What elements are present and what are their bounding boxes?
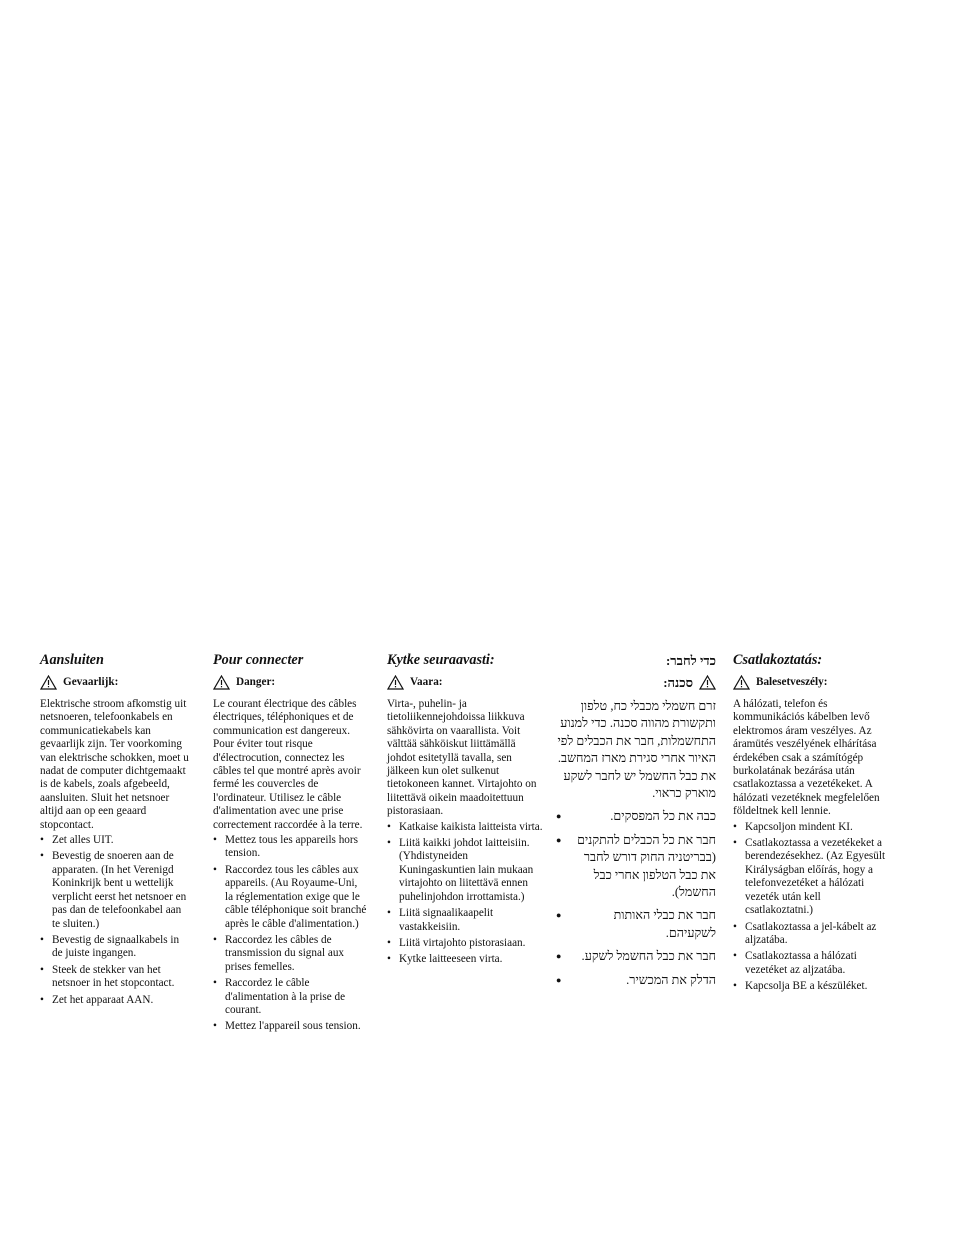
list-item: ● חבר את כבל החשמל לשקע.	[556, 948, 716, 965]
danger-label: Danger:	[236, 675, 276, 688]
list-item: • Katkaise kaikista laitteista virta.	[387, 821, 543, 834]
list-item: • Kytke laitteeseen virta.	[387, 953, 543, 966]
warning-triangle-icon	[699, 675, 716, 690]
section-hungarian	[733, 652, 891, 997]
list-item: • Csatlakoztassa a hálózati vezetéket az aljzatába.	[733, 950, 891, 977]
list-item: • Mettez tous les appareils hors tension.	[213, 834, 367, 861]
list-item: • Liitä signaalikaapelit vastakkeisiin.	[387, 907, 543, 934]
danger-notice	[387, 675, 543, 690]
warning-triangle-icon	[40, 675, 57, 690]
section-french	[213, 652, 367, 1037]
steps-list	[733, 821, 891, 994]
list-item: • Steek de stekker van het netsnoer in het stopcontact.	[40, 964, 192, 991]
warning-triangle-icon	[733, 675, 750, 690]
section-dutch	[40, 652, 192, 1010]
list-item: ● חבר את כבלי האותות לשקעיהם.	[556, 907, 716, 942]
section-title: Csatlakoztatás:	[733, 652, 823, 668]
list-item: ● כבה את כל המפסקים.	[556, 808, 716, 825]
danger-label: Gevaarlijk:	[63, 675, 119, 688]
list-item: • Bevestig de signaalkabels in de juiste ingangen.	[40, 934, 192, 961]
steps-list	[556, 808, 716, 989]
danger-description: Elektrische stroom afkomstig uit netsnoeren, telefoonkabels en communicatiekabels kan gevaarlijk zijn. Ter voorkoming van elektrische schokken, moet u nadat de computer dichtgemaakt is de kabels, zoals afgebeeld, aansluiten. Sluit het netsnoer altijd aan op een geaard stopcontact.	[40, 698, 189, 831]
danger-description: Virta-, puhelin- ja tietoliikennejohdoissa liikkuva sähkövirta on vaarallista. Voit välttää sähköiskut liittämällä johdot esitetyllä tavalla, sen jälkeen kun olet sulkenut tietokoneen kannet. Virtajohto on liitettävä oikein maadoitettuun pistorasiaan.	[387, 698, 537, 818]
section-title: Pour connecter	[213, 652, 304, 668]
steps-list	[213, 834, 367, 1034]
list-item: • Zet het apparaat AAN.	[40, 994, 192, 1007]
list-item: • Kapcsoljon mindent KI.	[733, 821, 891, 834]
danger-description: זרם חשמלי מכבלי כח, טלפון ותקשורת מהווה סכנה. כדי למנוע התחשמלות, חבר את הכבלים לפי האיור אחרי סגירת מארז המחשב. את כבל החשמל יש לחבר לשקע מוארק כראוי.	[557, 699, 716, 801]
list-item: ● חבר את כל הכבלים להתקנים (בבריטניה החוק דורש לחבר את כבל הטלפון אחרי כבל החשמל).	[556, 832, 716, 902]
danger-description: A hálózati, telefon és kommunikációs kábelben levő elektromos áram veszélyes. Az áramütés veszélyének elhárítása érdekében csak a számítógép burkolatának bezárása után csatlakoztassa a vezetékeket. A hálózati vezetéknek megfelelően földeltnek kell lennie.	[733, 698, 880, 818]
danger-notice	[40, 675, 192, 690]
list-item: • Raccordez tous les câbles aux appareils. (Au Royaume-Uni, la réglementation exige que le câble téléphonique soit branché après le câble d'alimentation.)	[213, 864, 367, 931]
danger-label: Balesetveszély:	[756, 675, 828, 688]
danger-label: סכנה:	[663, 674, 693, 690]
list-item: • Mettez l'appareil sous tension.	[213, 1020, 367, 1033]
list-item: • Csatlakoztassa a jel-kábelt az aljzatába.	[733, 921, 891, 948]
warning-triangle-icon	[213, 675, 230, 690]
list-item: ● הדלק את המכשיר.	[556, 972, 716, 989]
list-item: • Raccordez le câble d'alimentation à la prise de courant.	[213, 977, 367, 1017]
steps-list	[40, 834, 192, 1007]
danger-description: Le courant électrique des câbles électriques, téléphoniques et de communication est dangereux. Pour éviter tout risque d'électrocution, connectez les câbles tel que montré après avoir fermé les couvercles de l'ordinateur. Utilisez le câble d'alimentation avec une prise correctement raccordée à la terre.	[213, 698, 363, 831]
list-item: • Bevestig de snoeren aan de apparaten. (In het Verenigd Koninkrijk bent u wettelijk verplicht eerst het netsnoer en pas dan de telefoonkabel aan te sluiten.)	[40, 850, 192, 930]
section-title: כדי לחבר:	[665, 653, 716, 668]
danger-notice	[733, 675, 891, 690]
danger-notice	[556, 675, 716, 690]
danger-label: Vaara:	[410, 675, 443, 688]
list-item: • Raccordez les câbles de transmission du signal aux prises femelles.	[213, 934, 367, 974]
section-title: Kytke seuraavasti:	[387, 652, 495, 668]
list-item: • Csatlakoztassa a vezetékeket a berendezésekhez. (Az Egyesült Királyságban előírás, hogy a telefonvezetéket a hálózati vezeték után kell csatlakoztatni.)	[733, 837, 891, 917]
section-title: Aansluiten	[40, 652, 104, 668]
section-hebrew	[556, 652, 716, 995]
list-item: • Liitä virtajohto pistorasiaan.	[387, 937, 543, 950]
danger-notice	[213, 675, 367, 690]
warning-triangle-icon	[387, 675, 404, 690]
steps-list	[387, 821, 543, 967]
section-finnish	[387, 652, 543, 970]
list-item: • Liitä kaikki johdot laitteisiin. (Yhdistyneiden Kuningaskuntien lain mukaan virtajohto on liitettävä ennen puhelinjohdon irrottamista.)	[387, 837, 543, 904]
list-item: • Kapcsolja BE a készüléket.	[733, 980, 891, 993]
list-item: • Zet alles UIT.	[40, 834, 192, 847]
